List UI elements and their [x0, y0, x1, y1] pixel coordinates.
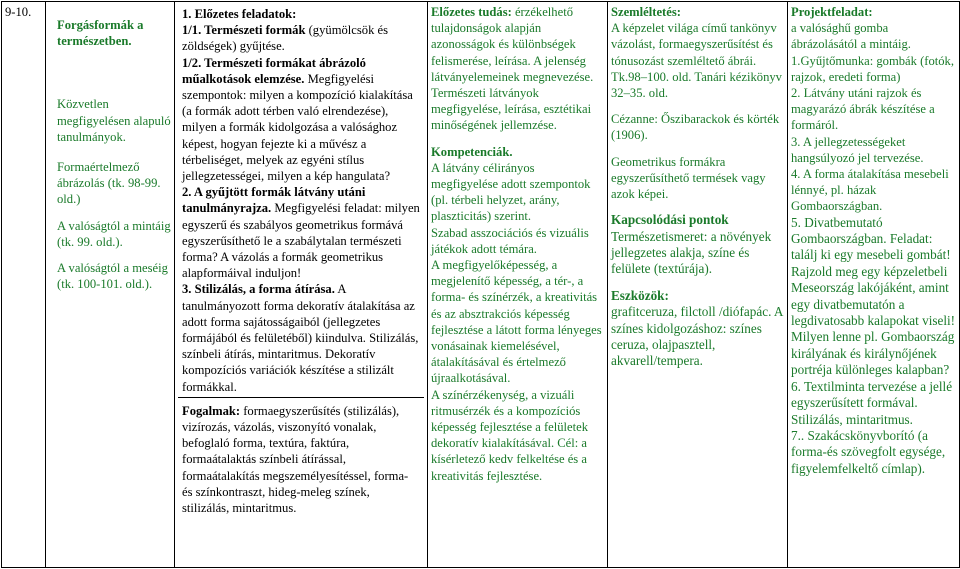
project-item: 5. Divatbemutató Gombaországban. Feladat: találj ki egy mesebeli gombát! Rajzold meg egy képzeletbeli Meseország lakójáként, amint egy divatbemutatón a legdivatosabb kalapokat viseli! Milyen lenne pl. Gombaország királyának és királynőjének portréja különleges kalapban? [791, 214, 956, 378]
prereq-label: Előzetes tudás: [431, 5, 512, 19]
activity-text: Megfigyelési feladat: milyen egyszerű és szabályos geometrikus formává egyszerűsíthető le a szabálytalan természeti forma? A vázolás a formák geometrikus alapformáival induljon! [182, 201, 420, 281]
illustration-paragraph: A képzelet világa című tankönyv vázolást, formaegyszerűsítést és tónusozást szemléltető ábrái. Tk.98–100. old. Tanári kézikönyv 32–35. old. [611, 21, 782, 101]
activity-text: A tanulmányozott forma dekoratív átalakítása az adott forma sajátosságaiból (jellegzetes formájából és felületéből) kiindulva. Stilizálás, színbeli átírás, mintaritmus. Dekoratív kompozíciós variációk készítése a stilizált formákkal. [182, 282, 419, 394]
tools-text: grafitceruza, filctoll /diófapác. A színes kidolgozáshoz: színes ceruza, olajpasztell, akvarell/tempera. [611, 304, 783, 369]
project-cell [788, 2, 960, 568]
prereq-paragraph: Szabad asszociációs és vizuális játékok adott témára. [431, 225, 589, 256]
illustration-paragraph: Geometrikus formákra egyszerűsíthető termések vagy azok képei. [611, 154, 766, 202]
activities-cell [175, 2, 428, 568]
prereq-paragraph [431, 4, 604, 85]
connections-heading: Kapcsolódási pontok [611, 212, 729, 228]
topic-item: A valóságtól a meséig (tk. 100-101. old.). [57, 261, 168, 292]
table-row [2, 2, 960, 568]
topic-cell [46, 2, 175, 568]
project-item: 4. A forma átalakítása mesebeli lénnyé, pl. házak Gombaországban. [791, 167, 949, 214]
illustration-cell [608, 2, 788, 568]
curriculum-table [1, 1, 960, 568]
project-item: 3. A jellegzetességeket hangsúlyozó jel tervezése. [791, 134, 924, 165]
project-item: 6. Textilminta tervezése a jellé egyszerűsített formával. Stilizálás, mintaritmus. [791, 378, 953, 427]
concepts-label: Fogalmak: [182, 403, 241, 418]
topic-title: Forgásformák a természetben. [57, 18, 144, 49]
topic-item: Közvetlen megfigyelésen alapuló tanulmányok. [57, 97, 171, 144]
grade-cell [2, 2, 46, 568]
activity-bold: 1/1. Természeti formák [182, 23, 306, 38]
tools-heading: Eszközök: [611, 287, 669, 303]
illustration-heading: Szemléltetés: [611, 5, 681, 19]
concepts-box [178, 397, 424, 518]
connections-text: Természetismeret: a növények jellegzetes alakja, színe és felülete (textúrája). [611, 228, 772, 277]
activity-paragraph [182, 55, 420, 185]
prereq-text: érzékelhető tulajdonságok alapján azonosságok és különbségek felismerése, leírása. A jelenség látványelemeinek megnevezése. [431, 5, 594, 84]
activity-bold: 3. Stilizálás, a forma átírása. [182, 282, 335, 297]
activity-bold: 2. A gyűjtött formák látvány utáni tanulmányrajza. [182, 185, 366, 216]
project-item: 7.. Szakácskönyvborító (a forma-és szövegfolt egysége, figyelemfelkeltő címlap). [791, 427, 946, 476]
prereq-paragraph: Természeti látványok megfigyelése, leírása, esztétikai minőségének jellemzése. [431, 86, 592, 133]
prereq-paragraph: A látvány célirányos megfigyelése adott szempontok (pl. térbeli helyzet, arány, plaszticitás) szerint. [431, 160, 591, 224]
activity-text: Megfigyelési szempontok: milyen a kompozíció kialakítása (a formák adott térben való elrendezése), milyen a formák kidolgozása a valósághoz képest, hogyan fejezte ki a művész a térbeliséget, melyek az egyéni stílus jellegzetességei, milyen a kép hangulata? [182, 71, 413, 184]
grade-label: 9-10. [5, 5, 32, 19]
project-item: 2. Látvány utáni rajzok és magyarázó ábrák készítése a formáról. [791, 86, 935, 133]
competencies-heading: Kompetenciák. [431, 144, 513, 159]
activity-bold: 1/2. Természeti formákat ábrázoló műalkotások elemzése. [182, 55, 366, 86]
illustration-paragraph: Cézanne: Őszibarackok és körték (1906). [611, 112, 780, 143]
activity-text: (gyümölcsök és zöldségek) gyűjtése. [182, 23, 389, 54]
prereq-paragraph: A megfigyelőképesség, a megjelenítő képesség, a tér-, a forma- és színérzék, a kreativitás és az absztrakciós képesség fejlesztése a látott forma lényeges vonásainak kiemelésével, átalakításával és értelmező újraalkotásával. [431, 258, 602, 386]
activity-paragraph [182, 184, 420, 281]
activities-main [178, 4, 424, 397]
topic-item: Formaértelmező ábrázolás (tk. 98-99. old.) [57, 160, 161, 207]
concepts-text: formaegyszerűsítés (stilizálás), vizírozás, vázolás, viszonyító vonalak, befoglaló forma, textúra, faktúra, formaátalaktás színbeli átírással, formaátalakítás megszemélyesítéssel, forma- és színkontraszt, hideg-meleg színek, stilizálás, mintaritmus. [182, 403, 409, 516]
project-item: a valósághű gomba ábrázolásától a mintáig. [791, 21, 911, 52]
topic-item: A valóságtól a mintáig (tk. 99. old.). [57, 218, 171, 249]
activities-heading: 1. Előzetes feladatok: [182, 7, 297, 21]
project-heading: Projektfeladat: [791, 5, 873, 19]
activity-paragraph [182, 281, 420, 394]
prerequisites-cell [428, 2, 608, 568]
project-item: 1.Gyűjtőmunka: gombák (fotók, rajzok, eredeti forma) [791, 53, 954, 84]
activity-paragraph [182, 22, 420, 54]
prereq-paragraph: A színérzékenység, a vizuáli ritmusérzék és a kompozíciós képesség fejlesztése a felületek dekoratív kialakításával. Cél: a kísérletező kedv felkeltése és a kreativitás fejlesztése. [431, 387, 588, 483]
